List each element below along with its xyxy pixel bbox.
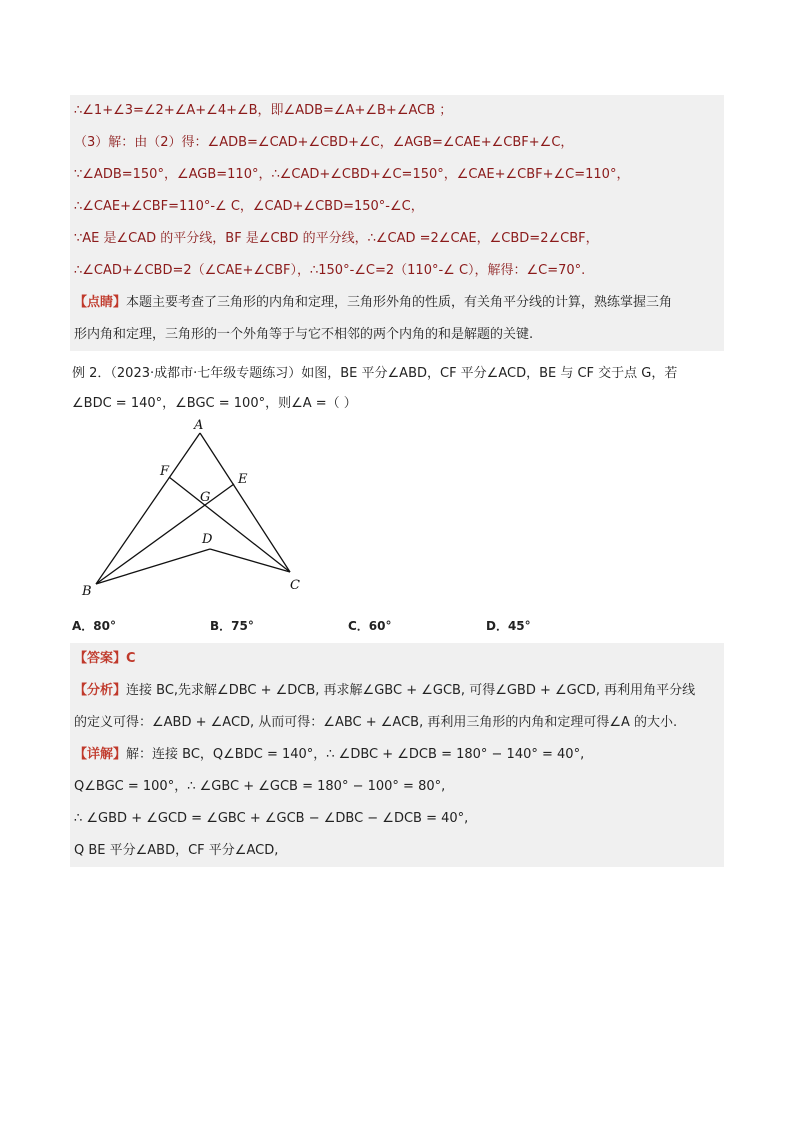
example2-line-1: 例 2．（2023·成都市·七年级专题练习）如图，BE 平分∠ABD，CF 平分∠ACD，BE 与 CF 交于点 G，若 (72, 366, 678, 381)
segment-be (96, 484, 234, 584)
label-e: E (238, 472, 248, 487)
solution-line-1: ∴∠1+∠3=∠2+∠A+∠4+∠B，即∠ADB=∠A+∠B+∠ACB ； (70, 95, 724, 127)
answer-tag: 【答案】 (74, 651, 127, 666)
detail-line-4: Q BE 平分∠ABD，CF 平分∠ACD, (70, 835, 724, 867)
detail-text-1: 解：连接 BC，Q∠BDC = 140°，∴ ∠DBC + ∠DCB = 180° − 140° = 40°, (126, 747, 585, 762)
answer-options (70, 609, 724, 643)
comment-line-1 (70, 287, 724, 319)
segment-ab (96, 433, 200, 584)
option-d[interactable]: D．45° (486, 619, 531, 633)
solution-line-3: ∵∠ADB=150°，∠AGB=110°，∴∠CAD+∠CBD+∠C=150°，∠CAE+∠CBF+∠C=110°， (70, 159, 724, 191)
segment-bd (96, 549, 210, 584)
detail-line-1 (70, 739, 724, 771)
label-c: C (290, 578, 300, 593)
comment-text-1: 本题主要考查了三角形的内角和定理，三角形外角的性质，有关角平分线的计算，熟练掌握三角 (126, 295, 673, 310)
option-a[interactable]: A．80° (72, 619, 116, 633)
label-d: D (202, 532, 213, 547)
segment-ac (200, 433, 290, 572)
detail-line-3: ∴ ∠GBD + ∠GCD = ∠GBC + ∠GCB − ∠DBC − ∠DCB = 40°, (70, 803, 724, 835)
solution-line-6: ∴∠CAD+∠CBD=2（∠CAE+∠CBF），∴150°-∠C=2（110°-∠ C），解得：∠C=70°. (70, 255, 724, 287)
detail-tag: 【详解】 (74, 747, 127, 762)
page-content (70, 95, 724, 867)
solution-line-4: ∴∠CAE+∠CBF=110°-∠ C，∠CAD+∠CBD=150°-∠C， (70, 191, 724, 223)
label-a: A (194, 419, 204, 433)
analysis-tag: 【分析】 (74, 683, 127, 698)
label-g: G (200, 490, 211, 505)
triangle-diagram (76, 419, 336, 609)
analysis-line-2: 的定义可得：∠ABD + ∠ACD, 从而可得：∠ABC + ∠ACB, 再利用三角形的内角和定理可得∠A 的大小. (70, 707, 724, 739)
label-b: B (82, 584, 92, 599)
analysis-text-1: 连接 BC,先求解∠DBC + ∠DCB, 再求解∠GBC + ∠GCB, 可得∠GBD + ∠GCD, 再利用角平分线 (126, 683, 696, 698)
example2-line-2: ∠BDC = 140°，∠BGC = 100°，则∠A =（ ） (72, 396, 357, 411)
option-b[interactable]: B．75° (210, 619, 254, 633)
answer-value: C (126, 651, 136, 666)
analysis-line-1 (70, 675, 724, 707)
option-c[interactable]: C．60° (348, 619, 392, 633)
solution-line-2: （3）解：由（2）得：∠ADB=∠CAD+∠CBD+∠C，∠AGB=∠CAE+∠CBF+∠C， (70, 127, 724, 159)
detail-line-2: Q∠BGC = 100°，∴ ∠GBC + ∠GCB = 180° − 100° = 80°, (70, 771, 724, 803)
answer-line (70, 643, 724, 675)
comment-line-2: 形内角和定理，三角形的一个外角等于与它不相邻的两个内角的和是解题的关键. (70, 319, 724, 351)
segment-cf (169, 477, 290, 572)
comment-tag: 【点睛】 (74, 295, 127, 310)
triangle-figure (76, 419, 724, 609)
solution-line-5: ∵AE 是∠CAD 的平分线，BF 是∠CBD 的平分线，∴∠CAD =2∠CAE，∠CBD=2∠CBF， (70, 223, 724, 255)
label-f: F (160, 464, 170, 479)
